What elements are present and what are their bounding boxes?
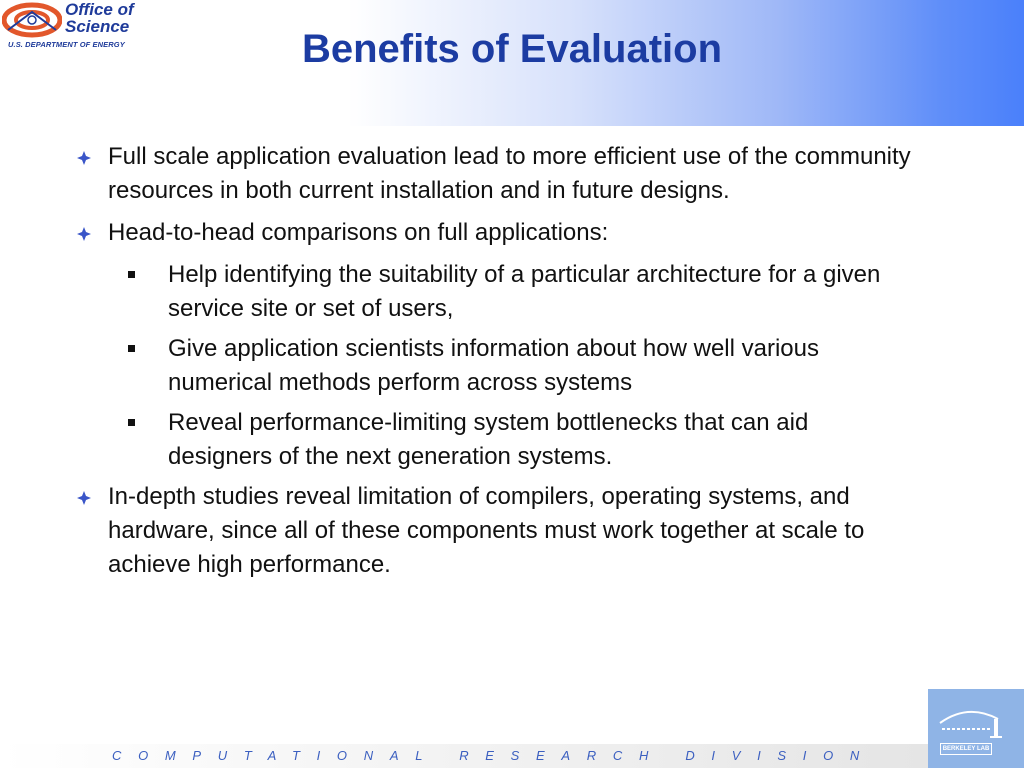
lab-logo-text: BERKELEY LAB [940, 743, 992, 755]
bullet-item [70, 216, 930, 250]
square-bullet-icon [128, 419, 135, 426]
bullet-item [70, 140, 930, 208]
bullet-item [70, 480, 930, 582]
berkeley-lab-logo [928, 689, 1024, 768]
bullet-text: Head-to-head comparisons on full applications: [108, 219, 609, 246]
sub-bullet-item [128, 332, 918, 400]
bullet-text: In-depth studies reveal limitation of compilers, operating systems, and hardware, since all of these components must work together at scale to achieve high performance. [108, 483, 865, 578]
sub-bullet-item [128, 258, 918, 326]
slide-content [70, 140, 930, 590]
square-bullet-icon [128, 345, 135, 352]
diamond-bullet-icon [76, 490, 92, 506]
diamond-bullet-icon [76, 150, 92, 166]
square-bullet-icon [128, 271, 135, 278]
sub-bullet-item [128, 406, 918, 474]
slide-title: Benefits of Evaluation [301, 27, 723, 71]
sub-bullet-text: Reveal performance-limiting system bottlenecks that can aid designers of the next generation systems. [168, 409, 809, 470]
logo-department: U.S. DEPARTMENT OF ENERGY [8, 40, 125, 49]
bullet-text: Full scale application evaluation lead to more efficient use of the community resources in both current installation and in future designs. [108, 143, 911, 204]
diamond-bullet-icon [76, 226, 92, 242]
sub-bullet-text: Give application scientists information about how well various numerical methods perform across systems [168, 335, 819, 396]
campanile-icon [928, 689, 1024, 768]
logo-line1: Office of [65, 0, 134, 19]
logo-line2: Science [65, 17, 130, 36]
sub-bullet-text: Help identifying the suitability of a particular architecture for a given service site or set of users, [168, 261, 881, 322]
division-name: COMPUTATIONAL RESEARCH DIVISION [112, 748, 877, 763]
